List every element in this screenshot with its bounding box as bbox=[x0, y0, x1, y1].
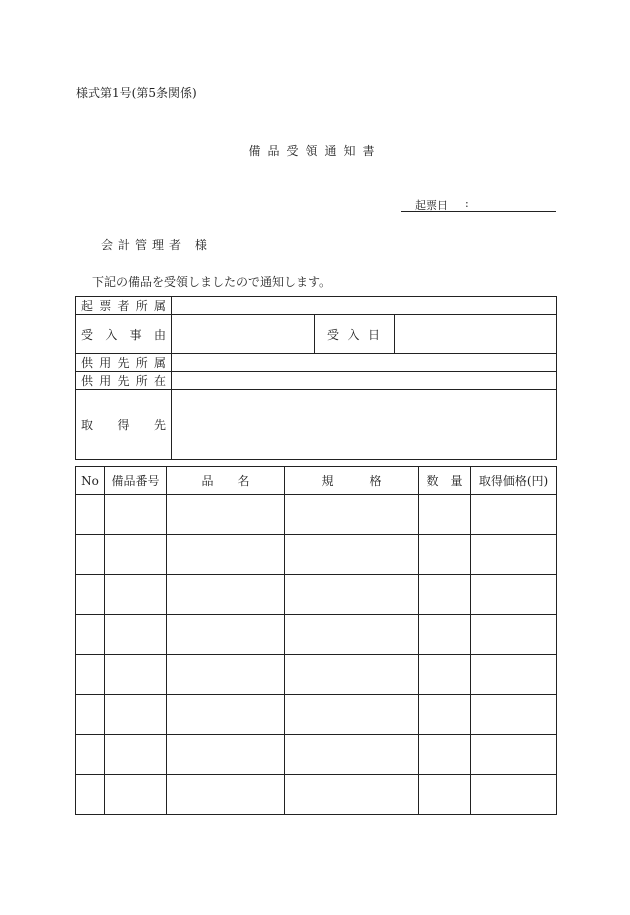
cell-spec[interactable] bbox=[285, 655, 419, 695]
drafter-dept-value[interactable] bbox=[172, 297, 557, 315]
cell-quantity[interactable] bbox=[419, 535, 471, 575]
source-text: 取 得 先 bbox=[81, 418, 166, 432]
reason-text: 受 入 事 由 bbox=[81, 327, 166, 342]
cell-price[interactable] bbox=[471, 495, 557, 535]
cell-item-name[interactable] bbox=[167, 735, 285, 775]
cell-price[interactable] bbox=[471, 735, 557, 775]
cell-no[interactable] bbox=[76, 615, 105, 655]
col-header-price: 取得価格(円) bbox=[471, 467, 557, 495]
source-label bbox=[76, 390, 172, 460]
items-table bbox=[75, 466, 557, 815]
received-date-label bbox=[315, 315, 395, 354]
info-table bbox=[75, 296, 557, 460]
items-body bbox=[76, 495, 557, 815]
cell-price[interactable] bbox=[471, 615, 557, 655]
document-title: 備品受領通知書 bbox=[248, 144, 382, 158]
draft-date-field[interactable] bbox=[401, 198, 556, 212]
cell-spec[interactable] bbox=[285, 695, 419, 735]
cell-asset-number[interactable] bbox=[105, 775, 167, 815]
cell-price[interactable] bbox=[471, 535, 557, 575]
reason-label bbox=[76, 315, 172, 354]
table-row bbox=[76, 535, 557, 575]
cell-asset-number[interactable] bbox=[105, 695, 167, 735]
table-row bbox=[76, 735, 557, 775]
col-header-spec bbox=[285, 467, 419, 495]
use-dept-value[interactable] bbox=[172, 354, 557, 372]
cell-no[interactable] bbox=[76, 655, 105, 695]
addressee: 会計管理者 様 bbox=[101, 238, 212, 252]
cell-spec[interactable] bbox=[285, 575, 419, 615]
cell-item-name[interactable] bbox=[167, 535, 285, 575]
quantity-header-text: 数 量 bbox=[426, 474, 463, 488]
cell-no[interactable] bbox=[76, 735, 105, 775]
cell-spec[interactable] bbox=[285, 535, 419, 575]
cell-quantity[interactable] bbox=[419, 575, 471, 615]
cell-price[interactable] bbox=[471, 695, 557, 735]
use-dept-label bbox=[76, 354, 172, 372]
received-date-text: 受 入 日 bbox=[327, 327, 380, 342]
cell-asset-number[interactable] bbox=[105, 735, 167, 775]
cell-spec[interactable] bbox=[285, 495, 419, 535]
spec-header-text: 規 格 bbox=[321, 474, 382, 488]
cell-price[interactable] bbox=[471, 655, 557, 695]
cell-quantity[interactable] bbox=[419, 615, 471, 655]
cell-item-name[interactable] bbox=[167, 775, 285, 815]
drafter-dept-text: 起 票 者 所 属 bbox=[81, 299, 166, 313]
form-number: 様式第1号(第5条関係) bbox=[76, 86, 197, 100]
draft-date-separator: : bbox=[465, 197, 469, 210]
use-location-text: 供 用 先 所 在 bbox=[81, 374, 166, 388]
cell-price[interactable] bbox=[471, 775, 557, 815]
cell-no[interactable] bbox=[76, 495, 105, 535]
cell-item-name[interactable] bbox=[167, 695, 285, 735]
cell-spec[interactable] bbox=[285, 735, 419, 775]
use-location-label bbox=[76, 372, 172, 390]
cell-spec[interactable] bbox=[285, 615, 419, 655]
cell-quantity[interactable] bbox=[419, 735, 471, 775]
col-header-quantity bbox=[419, 467, 471, 495]
cell-item-name[interactable] bbox=[167, 495, 285, 535]
table-row bbox=[76, 495, 557, 535]
item-name-header-text: 品 名 bbox=[201, 474, 250, 488]
cell-quantity[interactable] bbox=[419, 495, 471, 535]
use-dept-text: 供 用 先 所 属 bbox=[81, 356, 166, 370]
cell-spec[interactable] bbox=[285, 775, 419, 815]
cell-no[interactable] bbox=[76, 535, 105, 575]
cell-no[interactable] bbox=[76, 775, 105, 815]
cell-quantity[interactable] bbox=[419, 775, 471, 815]
col-header-item-name bbox=[167, 467, 285, 495]
reason-value[interactable] bbox=[172, 315, 315, 354]
cell-quantity[interactable] bbox=[419, 695, 471, 735]
draft-date-label: 起票日 bbox=[415, 199, 448, 212]
cell-price[interactable] bbox=[471, 575, 557, 615]
source-value[interactable] bbox=[172, 390, 557, 460]
received-date-value[interactable] bbox=[395, 315, 557, 354]
col-header-no: No bbox=[76, 467, 105, 495]
notice-text: 下記の備品を受領しましたので通知します。 bbox=[92, 275, 332, 289]
cell-item-name[interactable] bbox=[167, 615, 285, 655]
table-row bbox=[76, 655, 557, 695]
drafter-dept-label bbox=[76, 297, 172, 315]
cell-item-name[interactable] bbox=[167, 575, 285, 615]
table-row bbox=[76, 575, 557, 615]
use-location-value[interactable] bbox=[172, 372, 557, 390]
cell-asset-number[interactable] bbox=[105, 495, 167, 535]
cell-no[interactable] bbox=[76, 575, 105, 615]
table-row bbox=[76, 775, 557, 815]
cell-asset-number[interactable] bbox=[105, 575, 167, 615]
cell-item-name[interactable] bbox=[167, 655, 285, 695]
cell-asset-number[interactable] bbox=[105, 655, 167, 695]
cell-asset-number[interactable] bbox=[105, 615, 167, 655]
table-row bbox=[76, 695, 557, 735]
col-header-asset-number: 備品番号 bbox=[105, 467, 167, 495]
cell-quantity[interactable] bbox=[419, 655, 471, 695]
cell-no[interactable] bbox=[76, 695, 105, 735]
cell-asset-number[interactable] bbox=[105, 535, 167, 575]
table-row bbox=[76, 615, 557, 655]
